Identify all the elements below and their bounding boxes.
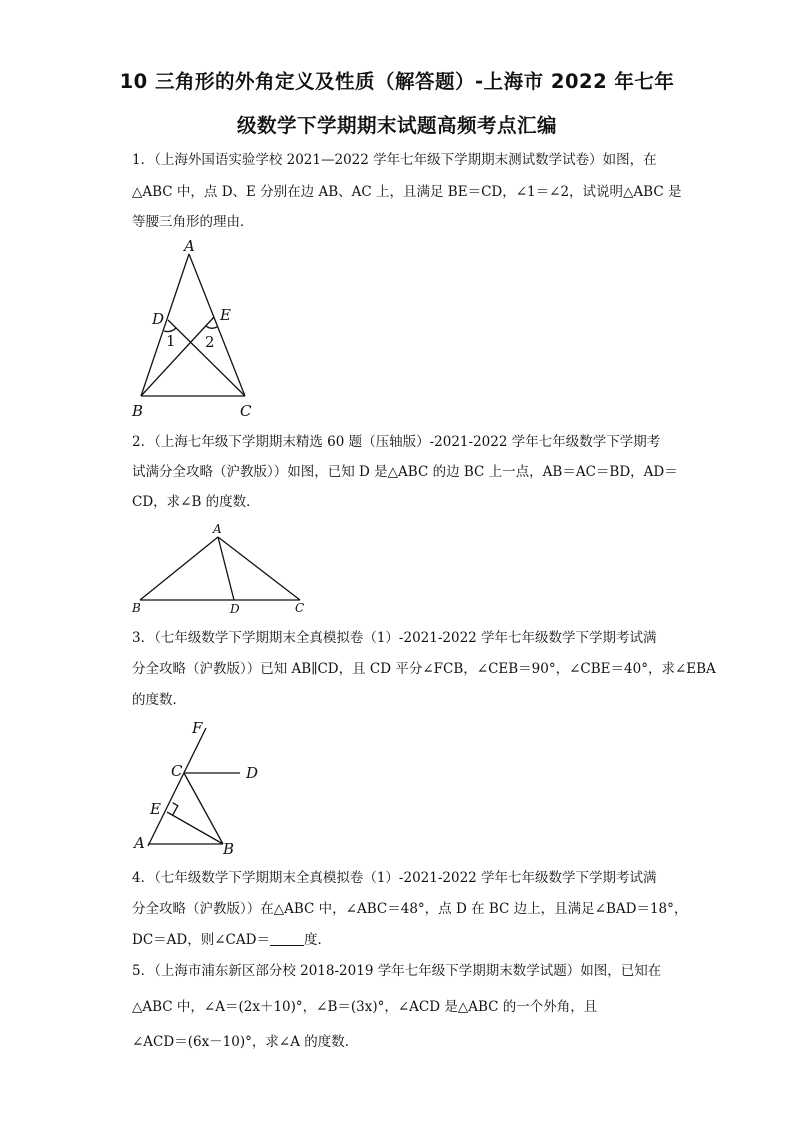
fig3-label-c: C: [171, 762, 183, 780]
question-2-line-3: CD，求∠B 的度数．: [132, 494, 260, 510]
question-3-line-2: 分全攻略（沪教版））已知 AB∥CD，且 CD 平分∠FCB，∠CEB＝90°，∠CBE＝40°，求∠EBA: [132, 661, 716, 677]
question-4-line-3: [132, 930, 732, 950]
question-1-line-1: 1．（上海外国语实验学校 2021—2022 学年七年级下学期期末测试数学试卷）如图，在: [132, 152, 657, 168]
fig2-label-b: B: [132, 601, 141, 615]
question-4-line-2: 分全攻略（沪教版））在△ABC 中，∠ABC＝48°，点 D 在 BC 边上，且满足∠BAD＝18°，: [132, 901, 688, 917]
question-5-line-1: 5．（上海市浦东新区部分校 2018-2019 学年七年级下学期期末数学试题）如图，已知在: [132, 963, 662, 979]
fig1-label-a: A: [184, 237, 195, 255]
question-2-line-1: 2．（上海七年级下学期期末精选 60 题（压轴版）-2021-2022 学年七年级数学下学期考: [132, 434, 661, 450]
fig1-angle-2-label: 2: [205, 333, 215, 351]
fig1-label-b: B: [132, 402, 144, 420]
question-4-line-1: 4．（七年级数学下学期期末全真模拟卷（1）-2021-2022 学年七年级数学下学期考试满: [132, 870, 657, 886]
question-1-figure: [126, 236, 266, 426]
fig3-label-f: F: [192, 719, 203, 737]
fig3-label-b: B: [223, 840, 235, 858]
question-2-figure: [128, 520, 313, 616]
question-5-line-3: ∠ACD＝(6x－10)°，求∠A 的度数．: [132, 1034, 359, 1050]
fig1-label-c: C: [240, 402, 252, 420]
fig3-label-d: D: [246, 764, 259, 782]
fig3-label-e: E: [150, 800, 161, 818]
fig2-label-c: C: [295, 601, 305, 615]
question-3-line-1: 3．（七年级数学下学期期末全真模拟卷（1）-2021-2022 学年七年级数学下学期考试满: [132, 630, 657, 646]
fig3-label-a: A: [134, 834, 145, 852]
question-4-line-3-suffix: 度．: [303, 932, 331, 948]
question-2-line-2: 试满分全攻略（沪教版））如图，已知 D 是△ABC 的边 BC 上一点，AB＝AC＝BD，AD＝: [132, 464, 678, 480]
question-1-line-3: 等腰三角形的理由．: [132, 214, 254, 230]
question-3-line-3: 的度数．: [132, 692, 186, 708]
question-1-line-2: △ABC 中，点 D、E 分别在边 AB、AC 上，且满足 BE＝CD，∠1＝∠2，试说明△ABC 是: [132, 184, 682, 200]
answer-blank: [270, 931, 304, 946]
fig1-label-e: E: [220, 306, 231, 324]
fig2-label-d: D: [230, 602, 240, 616]
fig2-label-a: A: [213, 522, 222, 536]
question-3-figure: [128, 716, 268, 858]
question-5-line-2: △ABC 中，∠A＝(2x＋10)°，∠B＝(3x)°，∠ACD 是△ABC 的一个外角，且: [132, 999, 598, 1015]
fig1-label-d: D: [152, 310, 165, 328]
document-title-line-1: 10 三角形的外角定义及性质（解答题）-上海市 2022 年七年: [119, 70, 675, 93]
fig1-angle-1-label: 1: [166, 332, 176, 350]
document-title-line-2: 级数学下学期期末试题高频考点汇编: [236, 114, 557, 137]
question-4-line-3-text: DC＝AD，则∠CAD＝: [132, 932, 270, 948]
